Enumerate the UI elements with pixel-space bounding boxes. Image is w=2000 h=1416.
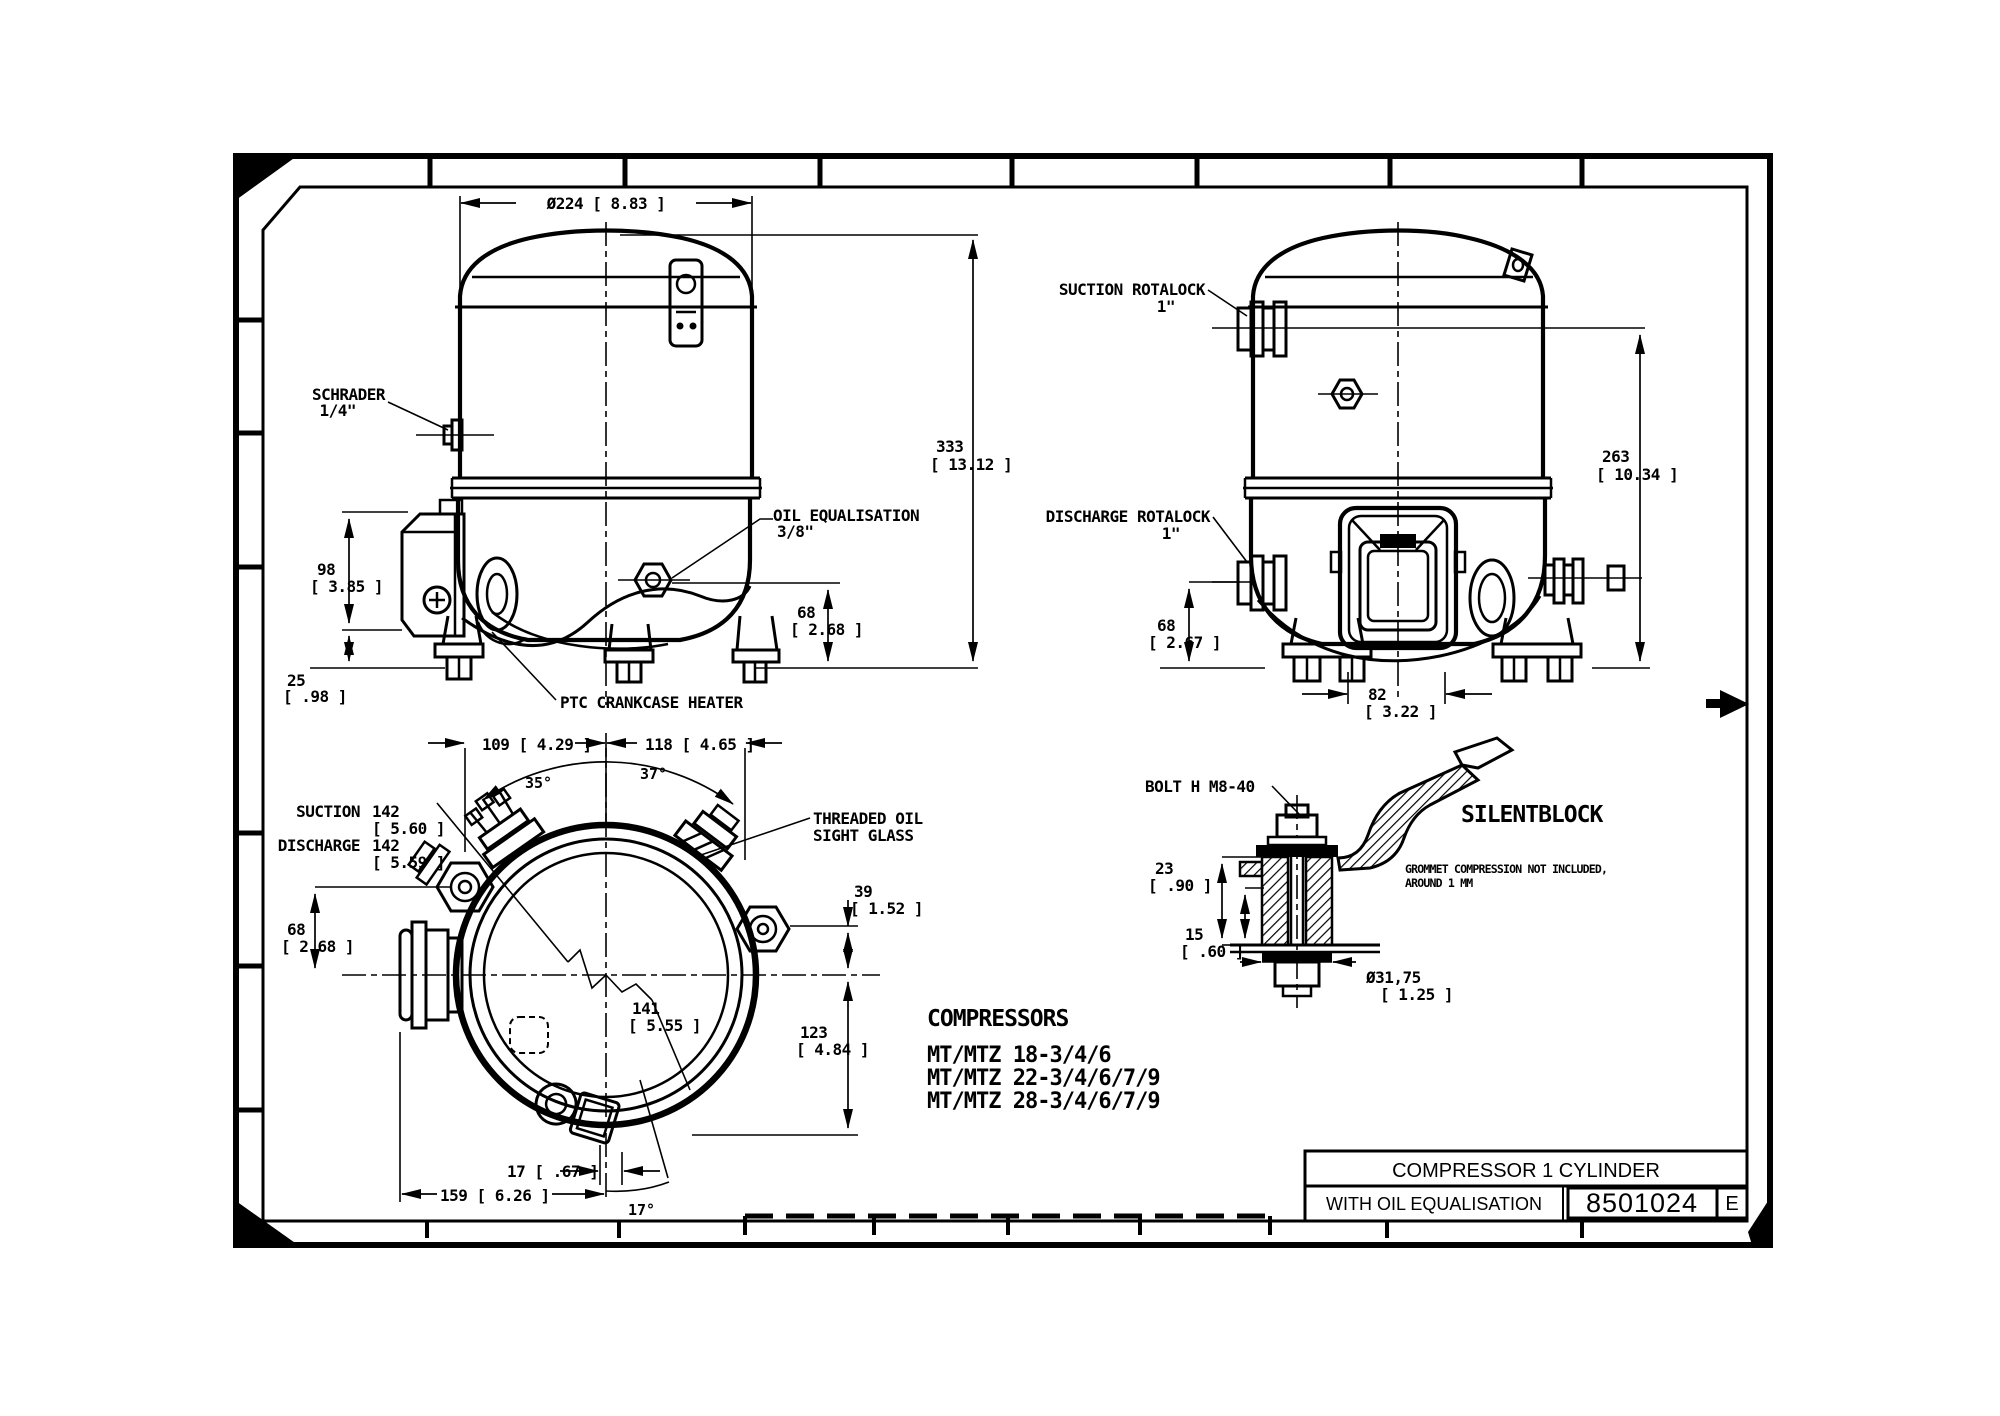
sight-glass-label-2: SIGHT GLASS <box>813 826 914 845</box>
oil-eq-label: OIL EQUALISATION <box>773 506 920 525</box>
discharge-142-in: [ 5.59 ] <box>372 853 446 872</box>
angle-17: 17° <box>628 1201 656 1219</box>
angle-37: 37° <box>640 765 668 783</box>
oil-eq-size: 3/8" <box>777 522 814 541</box>
dim-141-in: [ 5.55 ] <box>628 1016 702 1035</box>
dim-23-in: [ .90 ] <box>1148 876 1212 895</box>
dim-68f: 68 <box>797 603 816 622</box>
hidden-drain <box>510 1017 548 1053</box>
discharge-142: 142 <box>372 836 400 855</box>
scale-ruler <box>745 1216 1270 1235</box>
bolt-label: BOLT H M8-40 <box>1145 777 1255 796</box>
drawing-number: 8501024 <box>1585 1188 1699 1218</box>
suction-142-in: [ 5.60 ] <box>372 819 446 838</box>
dim-39-in: [ 1.52 ] <box>850 899 924 918</box>
discharge-rotalock-size: 1" <box>1161 524 1180 543</box>
top-view <box>278 733 923 1219</box>
dim-159: 159 [ 6.26 ] <box>440 1186 550 1205</box>
zone-ticks-left <box>236 320 263 1110</box>
title-line1: COMPRESSOR 1 CYLINDER <box>1392 1160 1660 1182</box>
revision-letter: E <box>1725 1193 1739 1215</box>
dim-82-in: [ 3.22 ] <box>1364 702 1438 721</box>
title-block <box>1305 1151 1747 1221</box>
dim-141: 141 <box>632 999 660 1018</box>
right-hex-flange <box>737 907 789 951</box>
dim-98: 98 <box>317 560 336 579</box>
silentblock-detail <box>1145 738 1607 1008</box>
discharge-label: DISCHARGE <box>277 836 360 855</box>
dim-123: 123 <box>800 1023 828 1042</box>
dim-333: 333 <box>936 437 964 456</box>
electrical-box <box>402 500 464 636</box>
grommet-assembly <box>1230 805 1380 996</box>
suction-rotalock-label: SUCTION ROTALOCK <box>1058 280 1205 299</box>
model-row: MT/MTZ 22-3/4/6/7/9 <box>927 1066 1160 1091</box>
title-line2: WITH OIL EQUALISATION <box>1325 1194 1543 1214</box>
foot-arm <box>1338 765 1478 870</box>
heater-label: PTC CRANKCASE HEATER <box>560 693 743 712</box>
lifting-lug <box>670 260 702 346</box>
dim-17: 17 [ .67 ] <box>507 1162 599 1181</box>
dim-15-in: [ .60 ] <box>1180 942 1244 961</box>
dim-23: 23 <box>1155 859 1174 878</box>
discharge-port <box>1212 556 1286 610</box>
angle-35: 35° <box>525 774 553 792</box>
dim-3175: Ø31,75 <box>1366 968 1421 987</box>
dim-dia224: Ø224 [ 8.83 ] <box>546 194 666 213</box>
suction-valve-35 <box>456 779 543 867</box>
silentblock-title: SILENTBLOCK <box>1461 802 1603 828</box>
dim-82: 82 <box>1368 685 1387 704</box>
corner-mark-top-left <box>236 156 297 200</box>
right-rotalock <box>1528 559 1642 603</box>
schrader-label: SCHRADER <box>311 385 385 404</box>
dim-118: 118 [ 4.65 ] <box>645 735 755 754</box>
corner-mark-bottom-left <box>236 1201 298 1245</box>
schrader-size: 1/4" <box>319 401 356 420</box>
dim-25: 25 <box>287 671 306 690</box>
dim-68t: 68 <box>287 920 306 939</box>
compressors-title: COMPRESSORS <box>927 1006 1069 1032</box>
dim-333-in: [ 13.12 ] <box>930 455 1013 474</box>
model-row: MT/MTZ 28-3/4/6/7/9 <box>927 1089 1160 1114</box>
front-dims <box>310 196 978 700</box>
dim-15: 15 <box>1185 925 1204 944</box>
foot-hook <box>1455 738 1512 768</box>
dim-68f-in: [ 2.68 ] <box>790 620 864 639</box>
sight-glass-plug-37 <box>675 795 751 870</box>
discharge-rotalock-label: DISCHARGE ROTALOCK <box>1045 507 1210 526</box>
dim-25-in: [ .98 ] <box>283 687 347 706</box>
suction-label: SUCTION <box>296 802 360 821</box>
compressors-list <box>927 1006 1160 1114</box>
zone-ticks-bottom <box>427 1221 1582 1238</box>
suction-142: 142 <box>372 802 400 821</box>
center-arrow-right <box>1706 690 1749 718</box>
oil-eq-hex <box>1318 380 1378 408</box>
corner-mark-bottom-right <box>1748 1198 1770 1245</box>
zone-ticks-top <box>430 156 1582 186</box>
side-view <box>1046 222 1679 721</box>
suction-port <box>1212 302 1645 356</box>
dim-68s-in: [ 2.67 ] <box>1148 633 1222 652</box>
model-row: MT/MTZ 18-3/4/6 <box>927 1043 1111 1068</box>
dim-68s: 68 <box>1157 616 1176 635</box>
dim-68t-in: [ 2.68 ] <box>281 937 355 956</box>
sight-glass-label-1: THREADED OIL <box>813 809 923 828</box>
sight-glass-boss <box>1470 560 1514 636</box>
schrader-port <box>416 420 494 450</box>
dim-263-in: [ 10.34 ] <box>1596 465 1679 484</box>
grommet-note-1: GROMMET COMPRESSION NOT INCLUDED, <box>1405 862 1608 876</box>
dim-39: 39 <box>854 882 873 901</box>
grommet-note-2: AROUND 1 MM <box>1405 876 1473 890</box>
front-view <box>283 194 1012 712</box>
suction-rotalock-size: 1" <box>1156 297 1175 316</box>
base-curve <box>1258 596 1540 661</box>
dim-263: 263 <box>1602 447 1630 466</box>
dim-123-in: [ 4.84 ] <box>796 1040 870 1059</box>
dim-109: 109 [ 4.29 ] <box>482 735 592 754</box>
dim-3175-in: [ 1.25 ] <box>1380 985 1454 1004</box>
dim-98-in: [ 3.85 ] <box>310 577 384 596</box>
